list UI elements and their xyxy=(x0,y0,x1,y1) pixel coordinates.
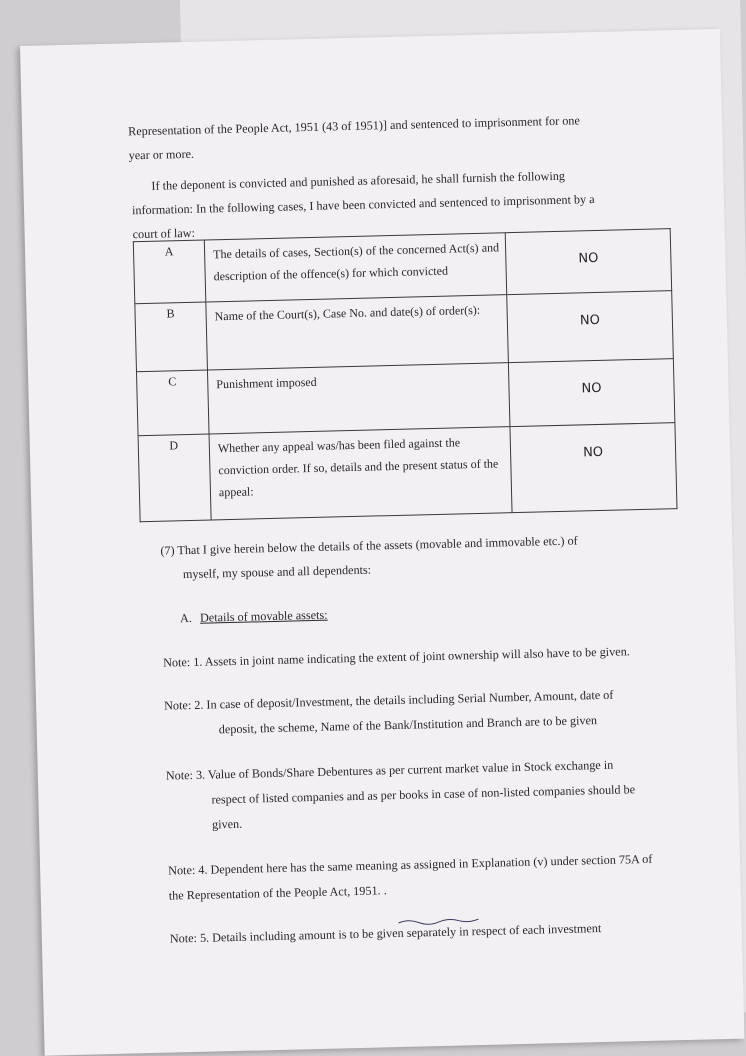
note-4-line-2: the Representation of the People Act, 1951. . xyxy=(168,883,387,903)
table-row xyxy=(135,291,674,372)
note-3-line-1: Note: 3. Value of Bonds/Share Debentures as per current market value in Stock exchange in xyxy=(165,757,614,783)
row-letter: D xyxy=(138,434,211,522)
conviction-table xyxy=(133,228,678,522)
row-letter: A xyxy=(133,240,205,304)
row-description: Punishment imposed xyxy=(207,363,509,434)
para-line-1: If the deponent is convicted and punished as aforesaid, he shall furnish the following xyxy=(151,168,566,193)
row-letter: B xyxy=(135,302,208,372)
note-2-line-2: deposit, the scheme, Name of the Bank/Institution and Branch are to be given xyxy=(218,713,598,737)
assets-heading: Details of movable assets: xyxy=(199,607,328,625)
row-description: The details of cases, Section(s) of the concerned Act(s) and description of the offence(s) for which convicted xyxy=(204,233,506,302)
assets-heading-letter: A. xyxy=(179,610,193,626)
row-answer: NO xyxy=(505,229,671,295)
assets-line-1: (7) That I give herein below the details of the assets (movable and immovable etc.) of xyxy=(160,533,578,558)
note-5: Note: 5. Details including amount is to be given separately in respect of each investment xyxy=(169,921,602,946)
note-2-line-1: Note: 2. In case of deposit/Investment, the details including Serial Number, Amount, date of xyxy=(163,687,614,713)
row-letter: C xyxy=(136,370,209,436)
table-row xyxy=(138,423,677,522)
note-3-line-2: respect of listed companies and as per books in case of non-listed companies should be xyxy=(211,782,636,807)
affidavit-page xyxy=(20,29,744,1056)
row-description: Whether any appeal was/has been filed against the conviction order. If so, details and the present status of the appeal: xyxy=(209,427,512,520)
row-answer: NO xyxy=(508,359,675,427)
pen-underline-mark xyxy=(396,915,481,927)
para-line-2: information: In the following cases, I have been convicted and sentenced to imprisonment by a xyxy=(131,192,595,218)
assets-line-2: myself, my spouse and all dependents: xyxy=(182,562,372,582)
note-1: Note: 1. Assets in joint name indicating the extent of joint ownership will also have to be given. xyxy=(162,644,630,670)
intro-line-2: year or more. xyxy=(128,146,195,163)
row-answer: NO xyxy=(507,291,674,363)
intro-line-1: Representation of the People Act, 1951 (43 of 1951)] and sentenced to imprisonment for one xyxy=(127,113,580,139)
row-description: Name of the Court(s), Case No. and date(s) of order(s): xyxy=(206,295,509,370)
note-3-line-3: given. xyxy=(211,816,243,832)
note-4-line-1: Note: 4. Dependent here has the same meaning as assigned in Explanation (v) under section 75A of xyxy=(168,851,653,878)
row-answer: NO xyxy=(510,423,677,513)
para-line-3: court of law: xyxy=(132,225,196,242)
